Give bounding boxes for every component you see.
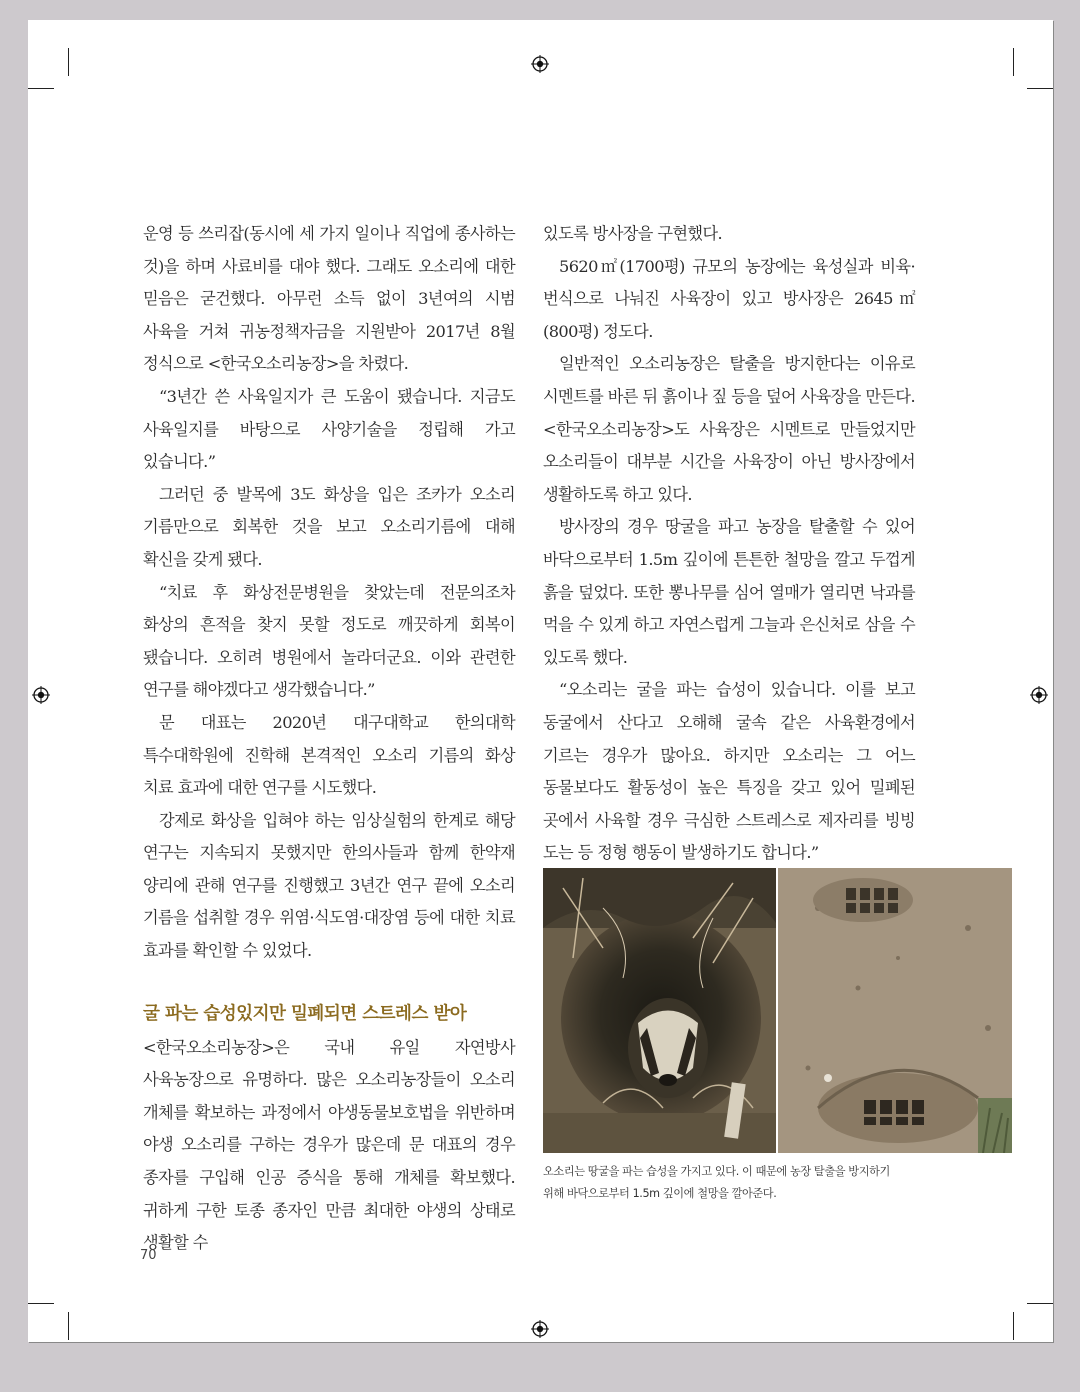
crop-mark [28, 88, 54, 89]
quote-paragraph: “3년간 쓴 사육일지가 큰 도움이 됐습니다. 지금도 사육일지를 바탕으로 사양기술을 정립해 가고 있습니다.” [143, 386, 515, 472]
registration-mark-icon [531, 55, 549, 73]
page-number: 70 [140, 1248, 157, 1263]
crop-mark [28, 1303, 54, 1304]
registration-mark-icon [1030, 686, 1048, 704]
crop-mark [1027, 88, 1053, 89]
magazine-page [28, 20, 1053, 1342]
section-heading: 굴 파는 습성있지만 밀폐되면 스트레스 받아 [143, 1003, 467, 1024]
quote-paragraph: “오소리는 굴을 파는 습성이 있습니다. 이를 보고 동굴에서 산다고 오해해 굴속 같은 사육환경에서 기르는 경우가 많아요. 하지만 오소리는 그 어느 동물보다도 활동성이 높은 특징을 갖고 있어 밀폐된 곳에서 사육할 경우 극심한 스트레스로 제자리를 빙빙 도는 등 정형 행동이 발생하기도 합니다.” [543, 680, 915, 863]
body-paragraph: 있도록 방사장을 구현했다. [543, 224, 723, 243]
body-paragraph: <한국오소리농장>은 국내 유일 자연방사 사육농장으로 유명하다. 많은 오소리농장들이 오소리 개체를 확보하는 과정에서 야생동물보호법을 위반하며 야생 오소리를 구하는 경우가 많은데 문 대표의 경우 종자를 구입해 인공 증식을 통해 개체를 확보했다. 귀하게 구한 토종 종자인 만큼 최대한 야생의 상태로 생활할 수 [143, 1037, 515, 1253]
body-paragraph: 문 대표는 2020년 대구대학교 한의대학 특수대학원에 진학해 본격적인 오소리 기름의 화상 치료 효과에 대한 연구를 시도했다. [143, 712, 515, 798]
badger-burrow-photo [543, 868, 776, 1153]
body-paragraph: 운영 등 쓰리잡(동시에 세 가지 일이나 직업에 종사하는 것)을 하며 사료비를 대야 했다. 그래도 오소리에 대한 믿음은 굳건했다. 아무런 소득 없이 3년여의 시범 사육을 거쳐 귀농정책자금을 지원받아 2017년 8월 정식으로 <한국오소리농장>을 차렸다. [143, 224, 515, 374]
crop-mark [1027, 1303, 1053, 1304]
registration-mark-icon [32, 686, 50, 704]
photo-caption [543, 1161, 1012, 1205]
caption-line: 오소리는 땅굴을 파는 습성을 가지고 있다. 이 때문에 농장 탈출을 방지하기 [543, 1165, 890, 1178]
crop-mark [1013, 48, 1014, 76]
right-column [543, 218, 915, 870]
crop-mark [68, 1312, 69, 1340]
crop-mark [68, 48, 69, 76]
left-column [143, 218, 515, 1260]
caption-line: 위해 바닥으로부터 1.5m 깊이에 철망을 깔아준다. [543, 1187, 777, 1200]
crop-mark [1013, 1312, 1014, 1340]
registration-mark-icon [531, 1320, 549, 1338]
burrow-mesh-photo [778, 868, 1012, 1153]
photo-pair [543, 868, 1012, 1153]
body-paragraph: 강제로 화상을 입혀야 하는 임상실험의 한계로 해당 연구는 지속되지 못했지만 한의사들과 함께 한약재 양리에 관해 연구를 진행했고 3년간 연구 끝에 오소리 기름을 섭취할 경우 위염·식도염·대장염 등에 대한 치료 효과를 확인할 수 있었다. [143, 810, 515, 961]
body-paragraph: 방사장의 경우 땅굴을 파고 농장을 탈출할 수 있어 바닥으로부터 1.5m 깊이에 튼튼한 철망을 깔고 두껍게 흙을 덮었다. 또한 뽕나무를 심어 열매가 열리면 낙과를 먹을 수 있게 하고 자연스럽게 그늘과 은신처로 삼을 수 있도록 했다. [543, 517, 915, 667]
body-paragraph: 5620㎡(1700평) 규모의 농장에는 육성실과 비육·번식으로 나눠진 사육장이 있고 방사장은 2645㎡(800평) 정도다. [543, 256, 915, 341]
quote-paragraph: “치료 후 화상전문병원을 찾았는데 전문의조차 화상의 흔적을 찾지 못할 정도로 깨끗하게 회복이 됐습니다. 오히려 병원에서 놀라더군요. 이와 관련한 연구를 해야겠다고 생각했습니다.” [143, 582, 515, 700]
body-paragraph: 일반적인 오소리농장은 탈출을 방지한다는 이유로 시멘트를 바른 뒤 흙이나 짚 등을 덮어 사육장을 만든다. <한국오소리농장>도 사육장은 시멘트로 만들었지만 오소리들이 대부분 시간을 사육장이 아닌 방사장에서 생활하도록 하고 있다. [543, 354, 915, 504]
body-paragraph: 그러던 중 발목에 3도 화상을 입은 조카가 오소리 기름만으로 회복한 것을 보고 오소리기름에 대해 확신을 갖게 됐다. [143, 484, 515, 569]
